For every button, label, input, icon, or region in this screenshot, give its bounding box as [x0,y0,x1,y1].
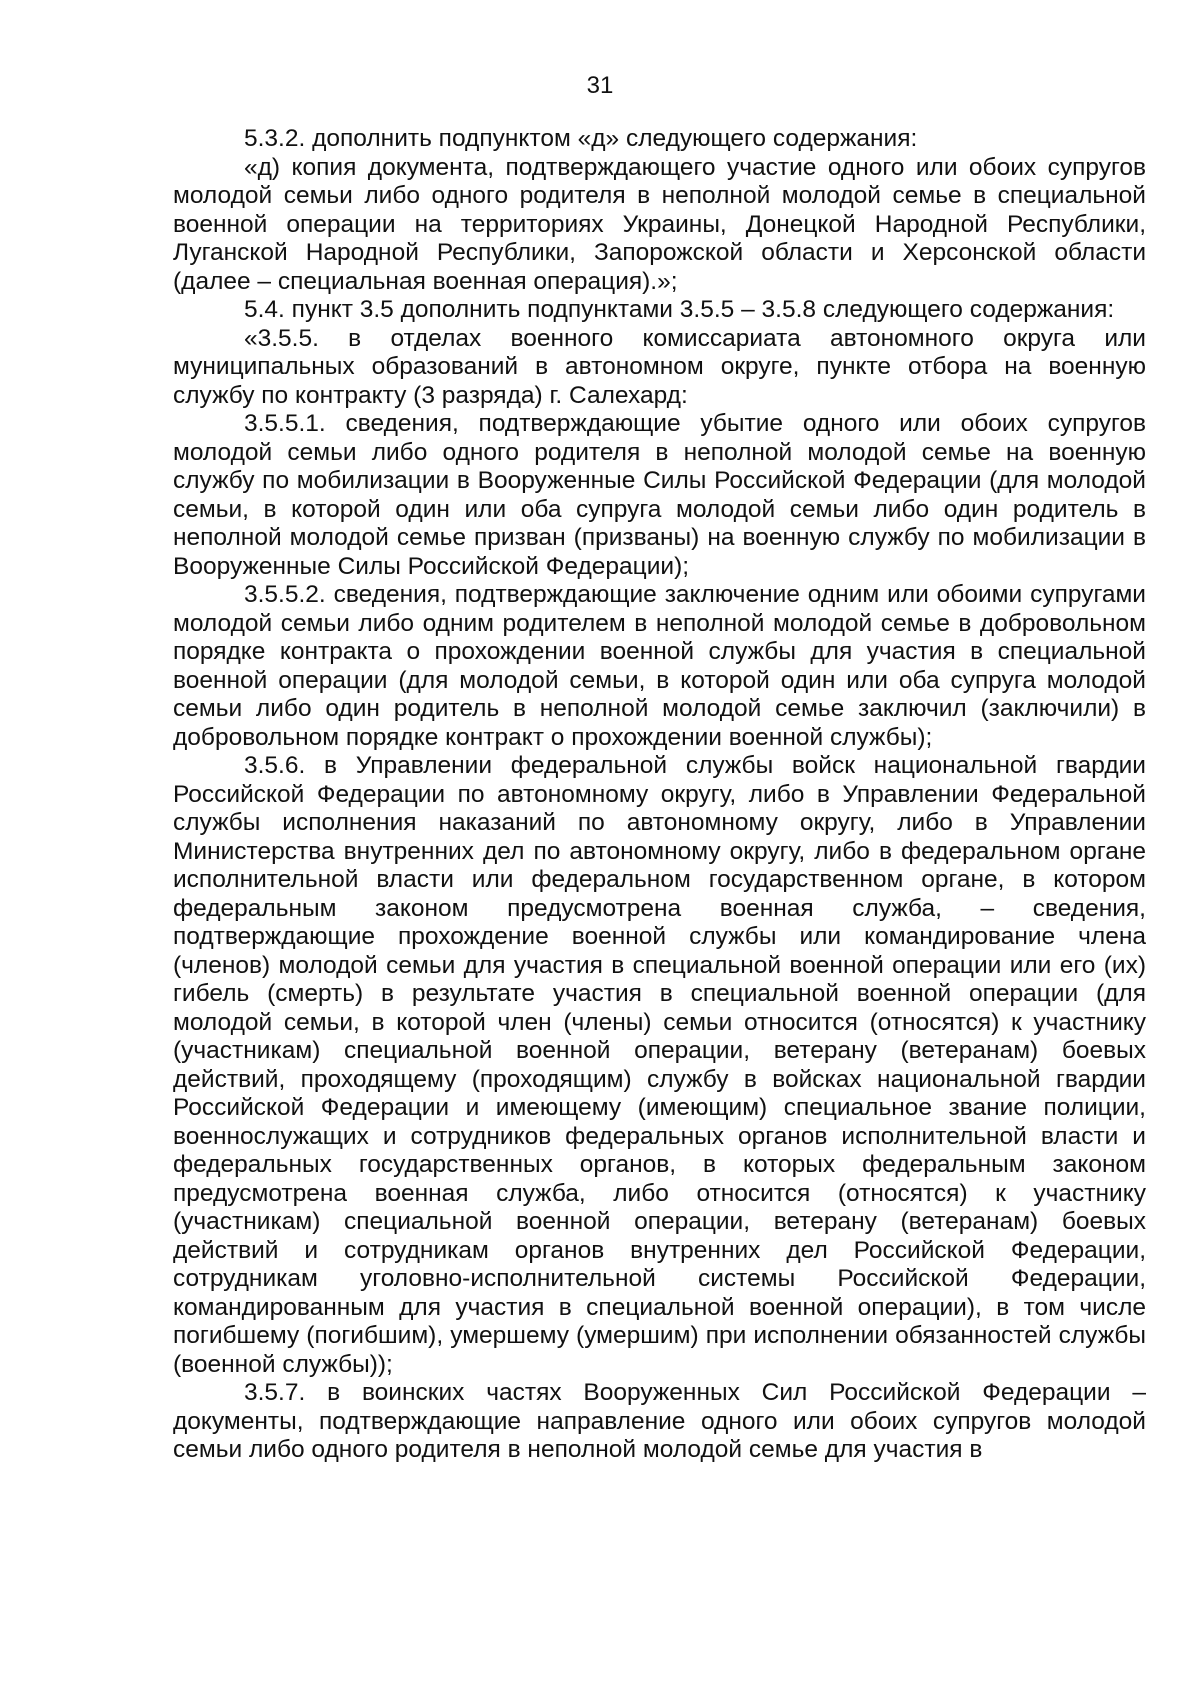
paragraph: 3.5.7. в воинских частях Вооруженных Сил Российской Федерации – документы, подтверждающие направление одного или обоих супругов молодой семьи либо одного родителя в неполной молодой семье для участия в [173,1379,1146,1463]
paragraph: 5.4. пункт 3.5 дополнить подпунктами 3.5.5 – 3.5.8 следующего содержания: [244,296,1115,323]
paragraph: 3.5.5.1. сведения, подтверждающие убытие одного или обоих супругов молодой семьи либо одного родителя в неполной молодой семье на военную службу по мобилизации в Вооруженные Силы Российской Федерации (для молодой семьи, в которой один или оба супруга молодой семьи либо один родитель в неполной молодой семье призван (призваны) на военную службу по мобилизации в Вооруженные Силы Российской Федерации); [173,410,1146,580]
paragraph: 3.5.5.2. сведения, подтверждающие заключение одним или обоими супругами молодой семьи либо одним родителем в неполной молодой семье в добровольном порядке контракта о прохождении военной службы для участия в специальной военной операции (для молодой семьи, в которой один или оба супруга молодой семьи либо один родитель в неполной молодой семье заключил (заключили) в добровольном порядке контракт о прохождении военной службы); [173,581,1146,751]
page-number: 31 [586,72,614,99]
paragraph: «д) копия документа, подтверждающего участие одного или обоих супругов молодой семьи либо одного родителя в неполной молодой семье в специальной военной операции на территориях Украины, Донецкой Народной Республики, Луганской Народной Республики, Запорожской области и Херсонской области (далее – специальная военная операция).»; [173,153,1146,295]
paragraph: 3.5.6. в Управлении федеральной службы войск национальной гвардии Российской Федерации по автономному округу, либо в Управлении Федеральной службы исполнения наказаний по автономному округу, либо в Управлении Министерства внутренних дел по автономному округу, либо в федеральном органе исполнительной власти или федеральном государственном органе, в котором федеральным законом предусмотрена военная служба, – сведения, подтверждающие прохождение военной службы или командирование члена (членов) молодой семьи для участия в специальной военной операции или его (их) гибель (смерть) в результате участия в специальной военной операции (для молодой семьи, в которой член (члены) семьи относится (относятся) к участнику (участникам) специальной военной операции, ветерану (ветеранам) боевых действий, проходящему (проходящим) службу в войсках национальной гвардии Российской Федерации и имеющему (имеющим) специальное звание полиции, военнослужащих и сотрудников федеральных органов исполнительной власти и федеральных государственных органов, в которых федеральным законом предусмотрена военная служба, либо относится (относятся) к участнику (участникам) специальной военной операции, ветерану (ветеранам) боевых действий и сотрудникам органов внутренних дел Российской Федерации, сотрудникам уголовно-исполнительной системы Российской Федерации, командированным для участия в специальной военной операции), в том числе погибшему (погибшим), умершему (умершим) при исполнении обязанностей службы (военной службы)); [173,752,1146,1378]
document-body [173,125,1146,1465]
paragraph: «3.5.5. в отделах военного комиссариата автономного округа или муниципальных образований в автономном округе, пункте отбора на военную службу по контракту (3 разряда) г. Салехард: [173,324,1146,409]
paragraph: 5.3.2. дополнить подпунктом «д» следующего содержания: [244,125,918,152]
